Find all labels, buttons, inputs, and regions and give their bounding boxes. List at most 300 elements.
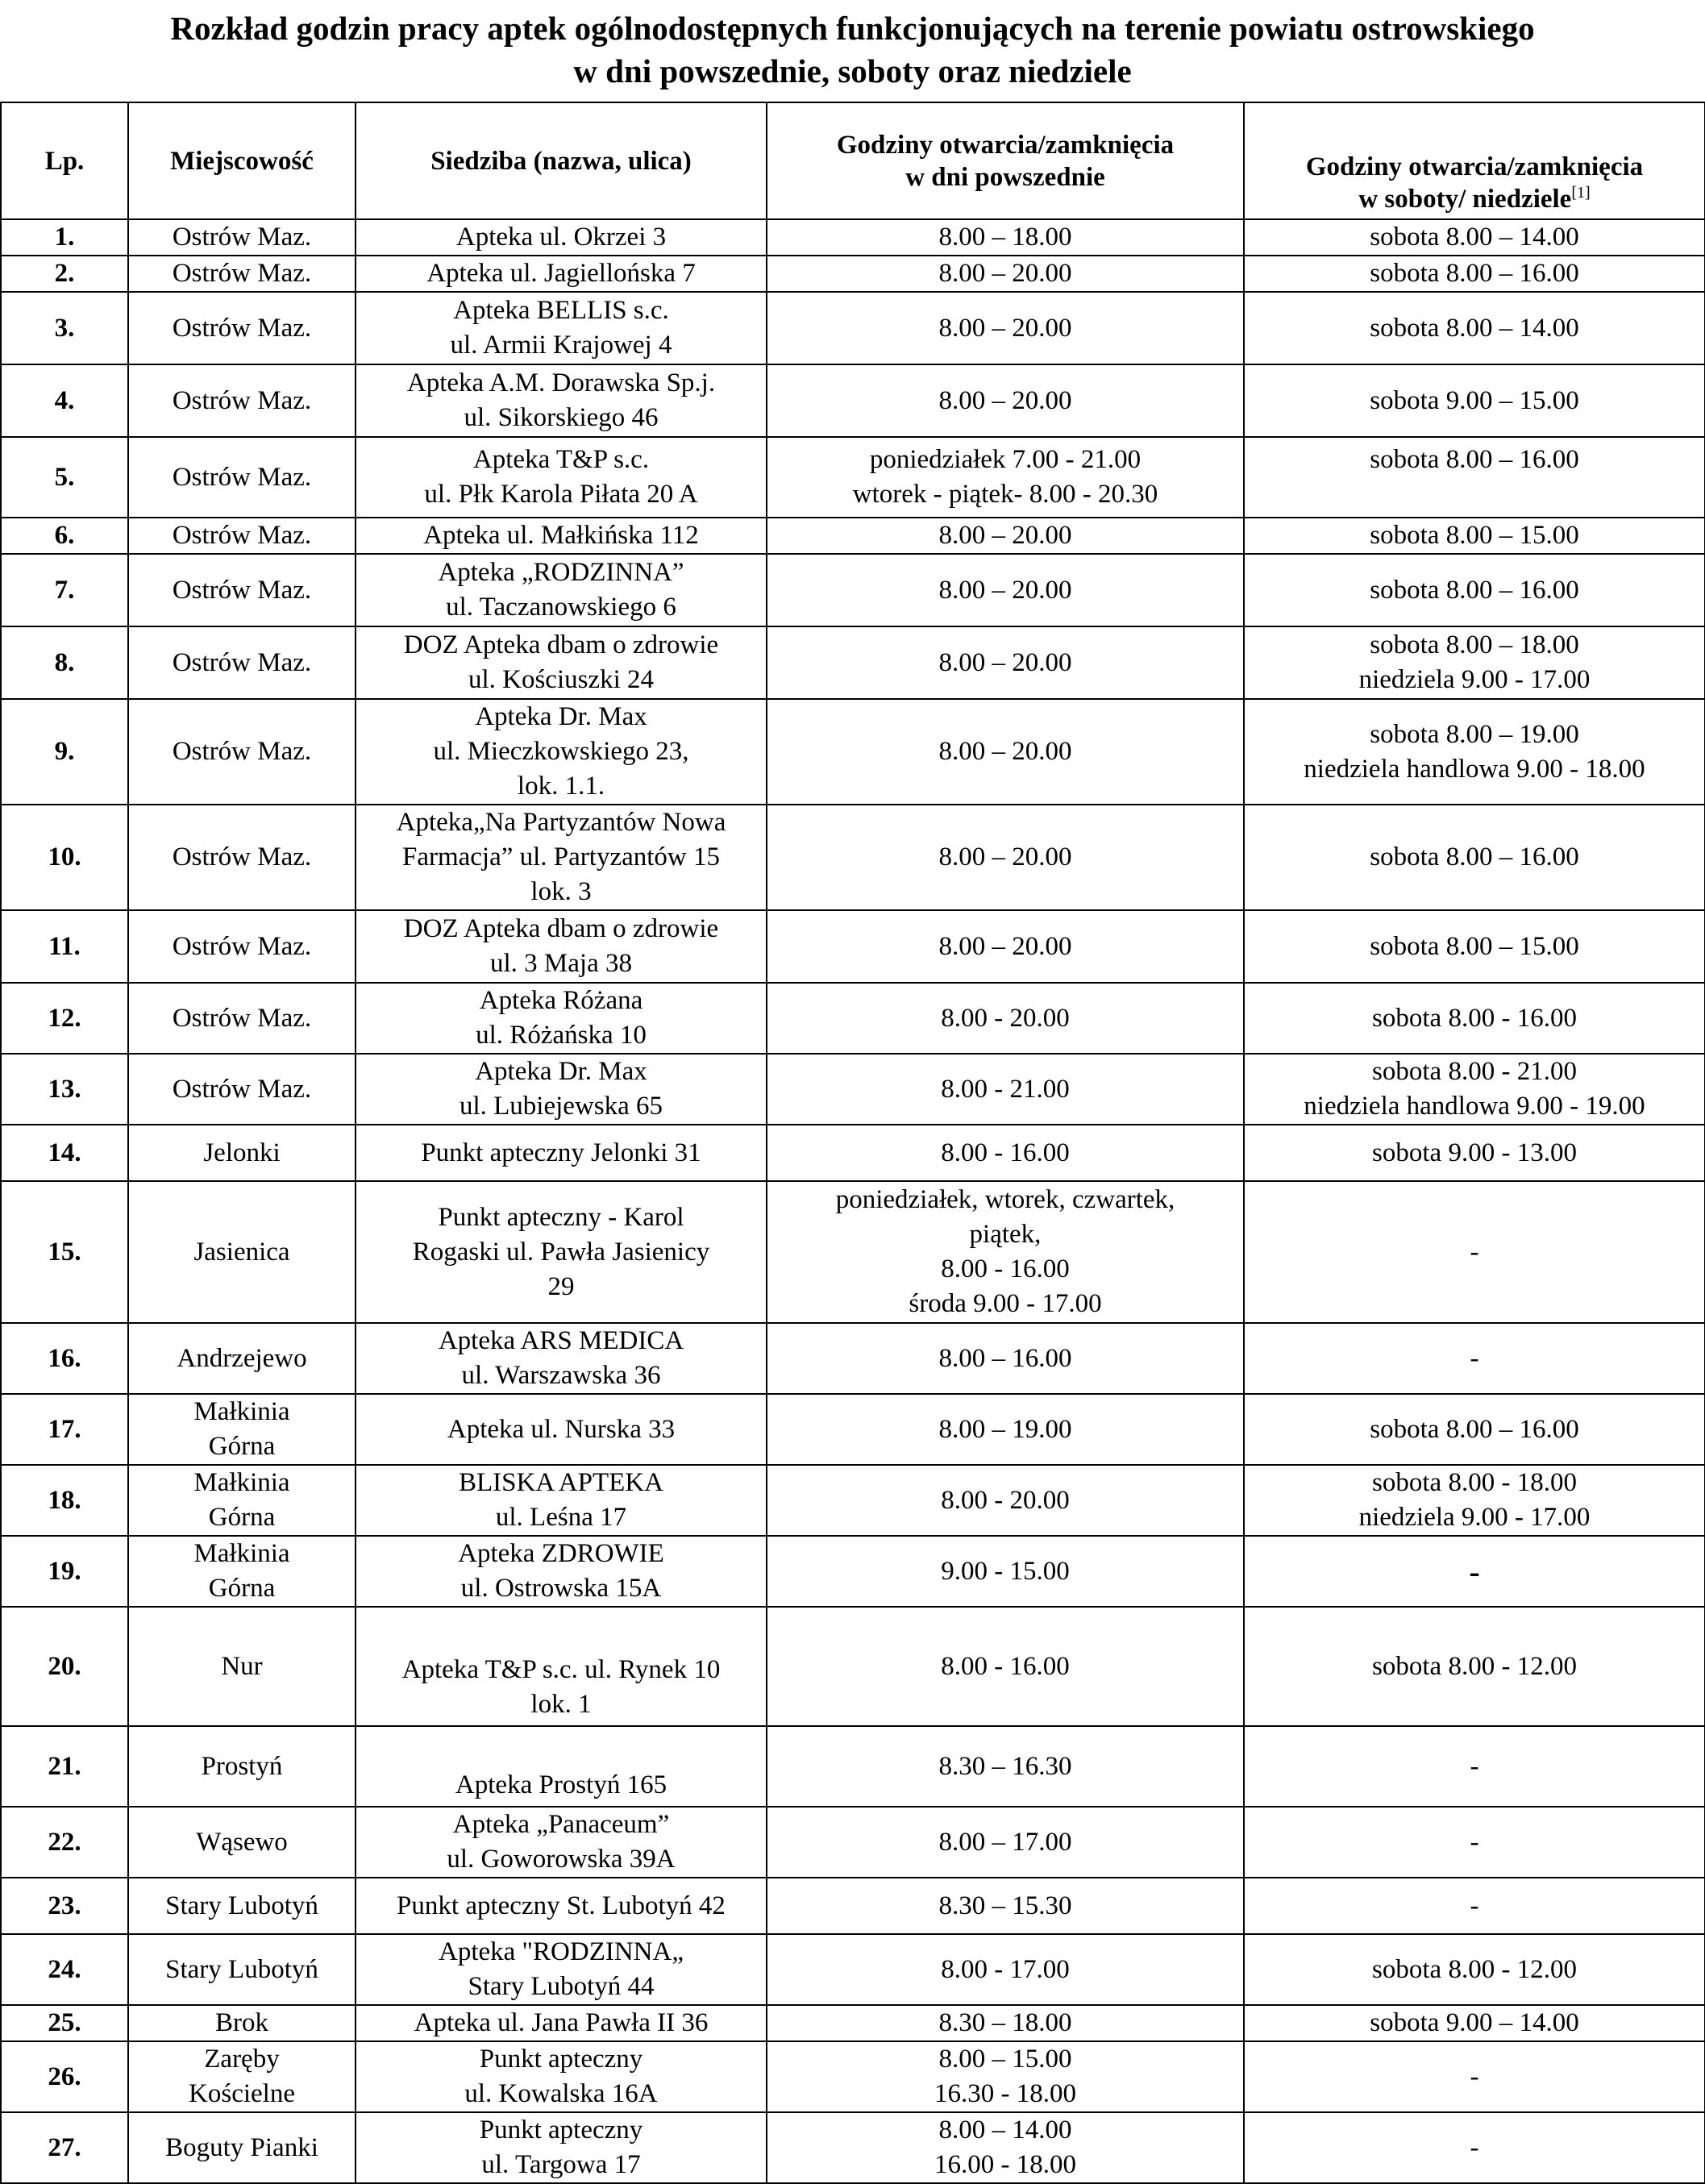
cell-miejscowosc-line: Ostrów Maz.: [172, 931, 312, 961]
cell-siedziba: [356, 983, 767, 1054]
cell-powszednie: [767, 292, 1244, 364]
cell-siedziba-line: ul. Różańska 10: [476, 1021, 647, 1050]
cell-miejscowosc-line: Stary Lubotyń: [165, 1954, 318, 1984]
cell-lp: 21.: [1, 1726, 128, 1807]
cell-siedziba: [356, 437, 767, 518]
cell-siedziba-line: lok. 1.1.: [517, 772, 605, 801]
cell-soboty: [1244, 1726, 1705, 1807]
cell-siedziba: [356, 554, 767, 626]
cell-lp: 3.: [1, 292, 128, 364]
cell-siedziba: [356, 256, 767, 292]
cell-powszednie: [767, 437, 1244, 518]
cell-miejscowosc-line: Ostrów Maz.: [172, 313, 312, 343]
cell-soboty-line: -: [1470, 1237, 1479, 1267]
table-row: [1, 1536, 1705, 1607]
cell-powszednie-line: 16.00 - 18.00: [934, 2150, 1076, 2179]
cell-lp: 18.: [1, 1465, 128, 1536]
cell-miejscowosc-line: Małkinia: [193, 1397, 290, 1426]
cell-siedziba-line: ul. Targowa 17: [481, 2150, 641, 2179]
cell-miejscowosc: [128, 1125, 356, 1181]
cell-powszednie: [767, 805, 1244, 910]
cell-miejscowosc: [128, 1934, 356, 2005]
cell-siedziba: [356, 1607, 767, 1726]
cell-miejscowosc: [128, 1607, 356, 1726]
table-row: [1, 1323, 1705, 1394]
header-soboty-line-1: Godziny otwarcia/zamknięcia: [1305, 152, 1644, 181]
cell-lp: 20.: [1, 1607, 128, 1726]
header-powszednie-line-1: Godziny otwarcia/zamknięcia: [836, 130, 1175, 160]
cell-siedziba-line: Apteka A.M. Dorawska Sp.j.: [406, 368, 716, 397]
cell-lp: 24.: [1, 1934, 128, 2005]
cell-powszednie-line: 8.00 - 21.00: [941, 1074, 1070, 1104]
cell-miejscowosc: [128, 256, 356, 292]
table-row: [1, 910, 1705, 983]
cell-lp: 17.: [1, 1394, 128, 1465]
cell-soboty: [1244, 1465, 1705, 1536]
header-miejscowosc: Miejscowość: [128, 102, 356, 219]
cell-siedziba-line: Apteka ul. Jana Pawła II 36: [414, 2008, 709, 2037]
table-row: [1, 1726, 1705, 1807]
cell-powszednie-line: 8.00 - 16.00: [941, 1138, 1070, 1167]
cell-siedziba: [356, 364, 767, 437]
cell-siedziba-line: Apteka „Panaceum”: [452, 1810, 670, 1839]
cell-soboty-line: sobota 8.00 - 12.00: [1372, 1954, 1577, 1984]
cell-miejscowosc: [128, 1465, 356, 1536]
header-soboty-line-2: [1250, 183, 1699, 215]
cell-siedziba-line: 29: [547, 1271, 575, 1301]
cell-miejscowosc-line: Małkinia: [193, 1468, 290, 1497]
cell-powszednie: [767, 626, 1244, 699]
cell-soboty-line: -: [1470, 1343, 1479, 1373]
cell-soboty-line: sobota 8.00 - 12.00: [1372, 1651, 1577, 1681]
cell-powszednie-line: 8.00 – 17.00: [938, 1827, 1072, 1857]
cell-soboty-line: sobota 8.00 - 21.00: [1372, 1057, 1577, 1086]
table-row: [1, 364, 1705, 437]
cell-powszednie-line: 8.30 – 15.30: [938, 1891, 1072, 1920]
cell-soboty-line: niedziela handlowa 9.00 - 18.00: [1304, 754, 1645, 784]
table-row: [1, 2005, 1705, 2041]
cell-powszednie-line: 8.00 – 20.00: [938, 385, 1072, 415]
cell-soboty-line: -: [1470, 1891, 1479, 1920]
table-row: [1, 805, 1705, 910]
cell-siedziba: [356, 2005, 767, 2041]
cell-siedziba-line: Farmacja” ul. Partyzantów 15: [401, 842, 721, 872]
cell-soboty: [1244, 518, 1705, 554]
cell-miejscowosc-line: Górna: [208, 1432, 276, 1461]
cell-miejscowosc: [128, 699, 356, 805]
cell-soboty-line: niedziela handlowa 9.00 - 19.00: [1304, 1092, 1645, 1121]
cell-powszednie: [767, 1878, 1244, 1934]
cell-siedziba: [356, 1125, 767, 1181]
cell-miejscowosc: [128, 2041, 356, 2112]
cell-siedziba-line: Apteka„Na Partyzantów Nowa: [396, 808, 726, 837]
cell-siedziba: [356, 1394, 767, 1465]
cell-siedziba-line: Apteka Dr. Max: [475, 702, 647, 731]
table-row: [1, 983, 1705, 1054]
cell-miejscowosc-line: Ostrów Maz.: [172, 521, 312, 550]
header-soboty-line-2-text: w soboty/ niedziele: [1358, 185, 1572, 214]
cell-miejscowosc-line: Zaręby: [204, 2045, 280, 2074]
cell-siedziba: [356, 626, 767, 699]
cell-powszednie-line: 8.00 – 20.00: [938, 647, 1072, 677]
cell-soboty-line: sobota 8.00 – 16.00: [1370, 842, 1579, 872]
pharmacy-hours-table: [0, 102, 1705, 2184]
cell-miejscowosc-line: Wąsewo: [196, 1827, 288, 1857]
table-row: [1, 554, 1705, 626]
cell-soboty: [1244, 1536, 1705, 1607]
cell-siedziba-line: ul. Taczanowskiego 6: [446, 593, 676, 622]
page-title: [0, 0, 1705, 100]
cell-miejscowosc-line: Ostrów Maz.: [172, 842, 312, 872]
table-row: [1, 256, 1705, 292]
table-row: [1, 1054, 1705, 1125]
cell-powszednie-line: środa 9.00 - 17.00: [909, 1289, 1102, 1318]
cell-siedziba-line: Apteka ARS MEDICA: [438, 1326, 684, 1355]
cell-powszednie: [767, 1394, 1244, 1465]
cell-powszednie-line: 8.00 – 20.00: [938, 575, 1072, 605]
cell-siedziba-line: Punkt apteczny Jelonki 31: [421, 1138, 701, 1167]
cell-siedziba-line: DOZ Apteka dbam o zdrowie: [403, 914, 719, 943]
cell-siedziba-line: ul. Lubiejewska 65: [459, 1092, 663, 1121]
cell-lp: 13.: [1, 1054, 128, 1125]
cell-miejscowosc: [128, 518, 356, 554]
cell-miejscowosc-line: Górna: [208, 1574, 276, 1603]
cell-siedziba: [356, 805, 767, 910]
cell-miejscowosc: [128, 2005, 356, 2041]
cell-soboty-line: -: [1470, 2132, 1479, 2162]
cell-soboty: [1244, 1934, 1705, 2005]
cell-miejscowosc-line: Ostrów Maz.: [172, 1074, 312, 1104]
cell-siedziba: [356, 1054, 767, 1125]
header-siedziba: Siedziba (nazwa, ulica): [356, 102, 767, 219]
table-row: [1, 219, 1705, 256]
cell-soboty: [1244, 1607, 1705, 1726]
table-body: [1, 219, 1705, 2183]
cell-powszednie: [767, 983, 1244, 1054]
cell-powszednie: [767, 219, 1244, 256]
cell-lp: 22.: [1, 1807, 128, 1878]
cell-soboty-line: -: [1470, 1751, 1479, 1781]
cell-soboty-line: -: [1469, 1553, 1480, 1590]
header-godziny-powszednie: [767, 102, 1244, 219]
cell-miejscowosc: [128, 1181, 356, 1323]
cell-miejscowosc: [128, 2112, 356, 2183]
cell-lp: 27.: [1, 2112, 128, 2183]
cell-siedziba-line: ul. Goworowska 39A: [447, 1845, 676, 1874]
cell-powszednie: [767, 2112, 1244, 2183]
table-row: [1, 1125, 1705, 1181]
cell-powszednie-line: 8.00 – 20.00: [938, 259, 1072, 288]
cell-miejscowosc-line: Ostrów Maz.: [172, 223, 312, 252]
cell-soboty: [1244, 1807, 1705, 1878]
cell-soboty-line: sobota 8.00 – 14.00: [1370, 223, 1579, 252]
cell-soboty-line: sobota 8.00 – 15.00: [1370, 521, 1579, 550]
cell-soboty: [1244, 364, 1705, 437]
cell-powszednie-line: 8.00 - 17.00: [941, 1954, 1070, 1984]
cell-powszednie-line: 8.00 - 16.00: [941, 1254, 1070, 1283]
cell-soboty: [1244, 910, 1705, 983]
cell-lp: 12.: [1, 983, 128, 1054]
cell-soboty-line: sobota 8.00 – 14.00: [1370, 313, 1579, 343]
cell-lp: 11.: [1, 910, 128, 983]
cell-miejscowosc-line: Górna: [208, 1503, 276, 1532]
cell-miejscowosc-line: Małkinia: [193, 1539, 290, 1568]
cell-soboty-line: -: [1470, 1827, 1479, 1857]
cell-powszednie-line: 8.00 – 20.00: [938, 313, 1072, 343]
cell-siedziba-line: Punkt apteczny - Karol: [438, 1202, 684, 1232]
cell-soboty: [1244, 1323, 1705, 1394]
cell-siedziba-line: ul. Ostrowska 15A: [460, 1574, 662, 1603]
table-row: [1, 437, 1705, 518]
cell-powszednie-line: 8.00 – 16.00: [938, 1343, 1072, 1373]
cell-siedziba-line: ul. Warszawska 36: [461, 1361, 661, 1390]
cell-siedziba: [356, 219, 767, 256]
cell-siedziba-line: Apteka ul. Małkińska 112: [423, 521, 699, 550]
cell-siedziba-line: Apteka BELLIS s.c.: [453, 296, 669, 325]
cell-soboty: [1244, 1125, 1705, 1181]
cell-soboty-line: sobota 8.00 – 19.00: [1370, 719, 1579, 749]
cell-powszednie: [767, 699, 1244, 805]
cell-soboty-line: sobota 9.00 – 15.00: [1370, 385, 1579, 415]
cell-siedziba-line: Punkt apteczny: [479, 2045, 643, 2074]
cell-siedziba: [356, 518, 767, 554]
cell-lp: 5.: [1, 437, 128, 518]
cell-siedziba-line: ul. 3 Maja 38: [490, 949, 632, 978]
cell-miejscowosc: [128, 910, 356, 983]
cell-powszednie: [767, 1323, 1244, 1394]
cell-powszednie: [767, 554, 1244, 626]
cell-soboty: [1244, 1394, 1705, 1465]
cell-powszednie: [767, 1465, 1244, 1536]
cell-lp: 25.: [1, 2005, 128, 2041]
cell-siedziba: [356, 910, 767, 983]
cell-powszednie: [767, 1181, 1244, 1323]
cell-soboty-line: sobota 8.00 – 16.00: [1370, 1414, 1579, 1444]
cell-lp: 19.: [1, 1536, 128, 1607]
cell-miejscowosc: [128, 1807, 356, 1878]
cell-siedziba: [356, 1465, 767, 1536]
cell-miejscowosc-line: Stary Lubotyń: [165, 1891, 318, 1920]
cell-powszednie-line: 8.00 – 20.00: [938, 737, 1072, 766]
table-row: [1, 1394, 1705, 1465]
cell-soboty: [1244, 626, 1705, 699]
cell-powszednie-line: 8.00 – 20.00: [938, 931, 1072, 961]
cell-miejscowosc-line: Ostrów Maz.: [172, 575, 312, 605]
cell-siedziba: [356, 2112, 767, 2183]
cell-lp: 15.: [1, 1181, 128, 1323]
cell-siedziba-line: Apteka "RODZINNA„: [439, 1937, 684, 1966]
cell-siedziba-line: ul. Armii Krajowej 4: [450, 331, 672, 360]
cell-miejscowosc-line: Jasienica: [193, 1237, 290, 1267]
cell-miejscowosc: [128, 1536, 356, 1607]
cell-miejscowosc: [128, 364, 356, 437]
cell-miejscowosc-line: Andrzejewo: [177, 1343, 307, 1373]
cell-siedziba: [356, 1536, 767, 1607]
cell-powszednie-line: 8.00 – 20.00: [938, 842, 1072, 872]
cell-soboty: [1244, 699, 1705, 805]
cell-siedziba-line: Apteka „RODZINNA”: [438, 558, 684, 587]
cell-siedziba: [356, 1807, 767, 1878]
cell-soboty: [1244, 292, 1705, 364]
cell-soboty: [1244, 1054, 1705, 1125]
cell-miejscowosc: [128, 1726, 356, 1807]
cell-miejscowosc-line: Ostrów Maz.: [172, 259, 312, 288]
cell-powszednie: [767, 1807, 1244, 1878]
cell-soboty-line: niedziela 9.00 - 17.00: [1358, 1503, 1591, 1532]
cell-siedziba-line: Punkt apteczny St. Lubotyń 42: [397, 1891, 726, 1920]
table-row: [1, 1607, 1705, 1726]
cell-lp: 4.: [1, 364, 128, 437]
cell-miejscowosc: [128, 1054, 356, 1125]
header-lp: Lp.: [1, 102, 128, 219]
cell-miejscowosc: [128, 554, 356, 626]
header-powszednie-line-2: w dni powszednie: [905, 162, 1105, 192]
cell-soboty-line: sobota 8.00 – 16.00: [1370, 445, 1579, 474]
cell-siedziba-line: BLISKA APTEKA: [459, 1468, 663, 1497]
cell-powszednie: [767, 1607, 1244, 1726]
cell-siedziba-line: Apteka Dr. Max: [475, 1057, 647, 1086]
cell-powszednie-line: 8.00 – 14.00: [938, 2115, 1072, 2144]
cell-siedziba-line: ul. Kowalska 16A: [464, 2079, 658, 2108]
cell-soboty-line: niedziela 9.00 - 17.00: [1358, 665, 1591, 694]
cell-soboty-line: sobota 8.00 – 16.00: [1370, 575, 1579, 605]
cell-miejscowosc-line: Ostrów Maz.: [172, 737, 312, 766]
cell-powszednie: [767, 2041, 1244, 2112]
table-row: [1, 1465, 1705, 1536]
cell-lp: 2.: [1, 256, 128, 292]
cell-siedziba-line: Apteka T&P s.c.: [472, 445, 650, 474]
cell-siedziba-line: ul. Mieczkowskiego 23,: [433, 737, 689, 766]
cell-siedziba-line: DOZ Apteka dbam o zdrowie: [403, 630, 719, 659]
cell-soboty-line: -: [1470, 2061, 1479, 2091]
cell-miejscowosc: [128, 219, 356, 256]
cell-powszednie: [767, 1054, 1244, 1125]
table-row: [1, 1934, 1705, 2005]
table-row: [1, 1181, 1705, 1323]
cell-miejscowosc: [128, 983, 356, 1054]
cell-miejscowosc-line: Nur: [221, 1651, 263, 1681]
cell-soboty: [1244, 2041, 1705, 2112]
cell-powszednie-line: poniedziałek 7.00 - 21.00: [869, 445, 1142, 474]
cell-siedziba: [356, 1181, 767, 1323]
cell-powszednie-line: 9.00 - 15.00: [941, 1556, 1070, 1586]
cell-powszednie-line: 8.00 – 19.00: [938, 1414, 1072, 1444]
table-row: [1, 2112, 1705, 2183]
cell-lp: 10.: [1, 805, 128, 910]
cell-soboty-line: sobota 9.00 – 14.00: [1370, 2008, 1579, 2037]
cell-soboty: [1244, 2005, 1705, 2041]
cell-powszednie-line: 8.30 – 16.30: [938, 1751, 1072, 1781]
cell-soboty: [1244, 805, 1705, 910]
cell-miejscowosc: [128, 437, 356, 518]
title-line-1: Rozkład godzin pracy aptek ogólnodostępnych funkcjonujących na terenie powiatu ostrowskiego: [170, 10, 1535, 47]
cell-powszednie: [767, 1125, 1244, 1181]
cell-siedziba: [356, 1323, 767, 1394]
cell-miejscowosc-line: Kościelne: [189, 2079, 295, 2108]
cell-siedziba-line: Apteka ul. Okrzei 3: [455, 223, 667, 252]
cell-siedziba-line: Apteka ZDROWIE: [458, 1539, 664, 1568]
cell-soboty: [1244, 1181, 1705, 1323]
cell-soboty-line: sobota 9.00 - 13.00: [1372, 1138, 1577, 1167]
cell-soboty-line: sobota 8.00 – 18.00: [1370, 630, 1579, 659]
cell-siedziba-line: ul. Leśna 17: [495, 1503, 627, 1532]
cell-siedziba: [356, 2041, 767, 2112]
cell-powszednie: [767, 364, 1244, 437]
cell-soboty-line: sobota 8.00 – 15.00: [1370, 931, 1579, 961]
cell-powszednie: [767, 518, 1244, 554]
cell-soboty: [1244, 256, 1705, 292]
cell-powszednie-line: 8.30 – 18.00: [938, 2008, 1072, 2037]
cell-powszednie: [767, 1726, 1244, 1807]
cell-powszednie-line: 8.00 - 20.00: [941, 1485, 1070, 1515]
cell-miejscowosc-line: Ostrów Maz.: [172, 385, 312, 415]
cell-powszednie: [767, 910, 1244, 983]
cell-siedziba-line: ul. Kościuszki 24: [468, 665, 655, 694]
cell-lp: 16.: [1, 1323, 128, 1394]
cell-soboty: [1244, 2112, 1705, 2183]
cell-miejscowosc: [128, 805, 356, 910]
cell-lp: 23.: [1, 1878, 128, 1934]
cell-powszednie-line: piątek,: [969, 1220, 1042, 1249]
cell-lp: 14.: [1, 1125, 128, 1181]
table-row: [1, 518, 1705, 554]
cell-powszednie-line: 8.00 - 16.00: [941, 1651, 1070, 1681]
cell-soboty-line: sobota 8.00 - 18.00: [1372, 1468, 1577, 1497]
cell-siedziba-line: Apteka ul. Nurska 33: [447, 1414, 676, 1444]
cell-miejscowosc-line: Jelonki: [203, 1138, 281, 1167]
header-row: [1, 102, 1705, 219]
cell-miejscowosc-line: Prostyń: [201, 1751, 283, 1781]
table-row: [1, 699, 1705, 805]
table-row: [1, 292, 1705, 364]
cell-siedziba: [356, 699, 767, 805]
header-godziny-soboty: [1244, 102, 1705, 219]
cell-siedziba: [356, 292, 767, 364]
cell-powszednie: [767, 2005, 1244, 2041]
cell-lp: 6.: [1, 518, 128, 554]
cell-powszednie-line: 8.00 – 20.00: [938, 521, 1072, 550]
cell-miejscowosc: [128, 1878, 356, 1934]
cell-powszednie-line: 8.00 - 20.00: [941, 1003, 1070, 1033]
cell-lp: 1.: [1, 219, 128, 256]
table-row: [1, 2041, 1705, 2112]
cell-siedziba-line: Stary Lubotyń 44: [468, 1972, 655, 2001]
table-row: [1, 626, 1705, 699]
cell-miejscowosc: [128, 292, 356, 364]
cell-siedziba: [356, 1878, 767, 1934]
cell-powszednie: [767, 256, 1244, 292]
cell-lp: 26.: [1, 2041, 128, 2112]
cell-powszednie-line: wtorek - piątek- 8.00 - 20.30: [852, 480, 1158, 509]
cell-soboty: [1244, 983, 1705, 1054]
cell-powszednie-line: poniedziałek, wtorek, czwartek,: [835, 1185, 1175, 1214]
cell-soboty: [1244, 554, 1705, 626]
table-row: [1, 1807, 1705, 1878]
cell-miejscowosc-line: Ostrów Maz.: [172, 1003, 312, 1033]
cell-miejscowosc-line: Ostrów Maz.: [172, 647, 312, 677]
cell-siedziba: [356, 1726, 767, 1807]
cell-siedziba-line: Punkt apteczny: [479, 2115, 643, 2144]
cell-powszednie-line: 16.30 - 18.00: [934, 2079, 1076, 2108]
cell-miejscowosc: [128, 626, 356, 699]
cell-siedziba-line: Apteka Prostyń 165: [455, 1770, 667, 1799]
cell-soboty: [1244, 1878, 1705, 1934]
cell-miejscowosc: [128, 1394, 356, 1465]
cell-siedziba-line: ul. Sikorskiego 46: [464, 403, 659, 432]
cell-miejscowosc-line: Ostrów Maz.: [172, 462, 312, 492]
cell-powszednie: [767, 1536, 1244, 1607]
cell-miejscowosc-line: Boguty Pianki: [165, 2132, 318, 2162]
